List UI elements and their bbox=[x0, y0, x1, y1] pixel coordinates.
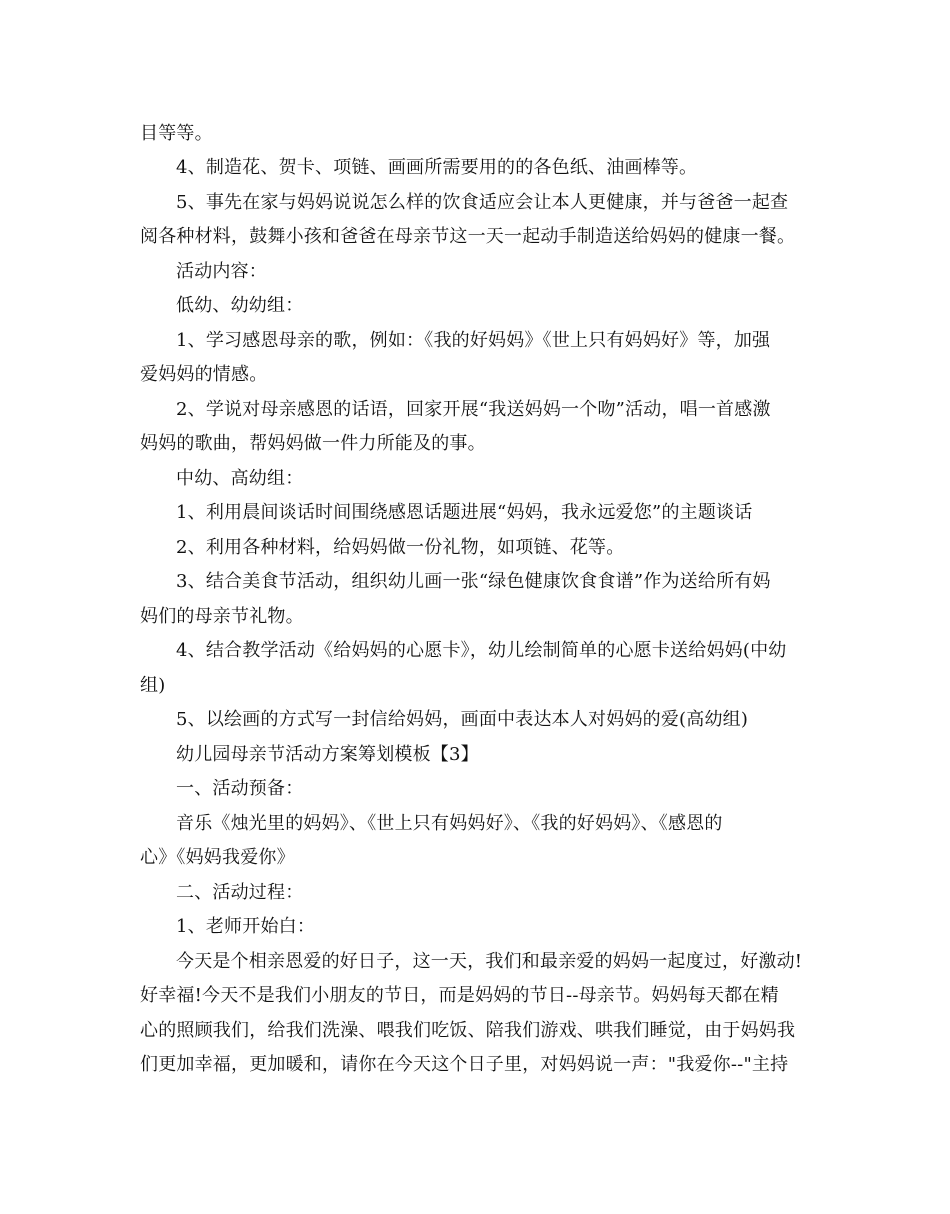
text-line: 音乐《烛光里的妈妈》、《世上只有妈妈好》、《我的好妈妈》、《感恩的 bbox=[176, 813, 723, 834]
section-heading: 一、活动预备： bbox=[176, 778, 304, 799]
text-line: 今天是个相亲恩爱的好日子，这一天，我们和最亲爱的妈妈一起度过，好激动! bbox=[176, 951, 803, 972]
section-heading: 中幼、高幼组： bbox=[176, 468, 304, 489]
text-line: 阅各种材料，鼓舞小孩和爸爸在母亲节这一天一起动手制造送给妈妈的健康一餐。 bbox=[140, 226, 796, 247]
section-heading: 活动内容： bbox=[176, 261, 267, 282]
text-line: 3、结合美食节活动，组织幼儿画一张“绿色健康饮食食谱”作为送给所有妈 bbox=[176, 571, 771, 592]
text-line: 妈们的母亲节礼物。 bbox=[140, 606, 304, 627]
text-line: 2、学说对母亲感恩的话语，回家开展“我送妈妈一个吻”活动，唱一首感激 bbox=[176, 399, 771, 420]
text-line: 5、以绘画的方式写一封信给妈妈，画面中表达本人对妈妈的爱(高幼组) bbox=[176, 709, 749, 730]
section-title: 幼儿园母亲节活动方案筹划模板【3】 bbox=[176, 744, 479, 765]
section-heading: 低幼、幼幼组： bbox=[176, 295, 304, 316]
text-line: 目等等。 bbox=[140, 123, 213, 144]
text-line: 爱妈妈的情感。 bbox=[140, 364, 268, 385]
text-line: 心的照顾我们，给我们洗澡、喂我们吃饭、陪我们游戏、哄我们睡觉，由于妈妈我 bbox=[140, 1020, 796, 1041]
text-line: 心》《妈妈我爱你》 bbox=[140, 847, 295, 868]
text-line: 组) bbox=[140, 675, 166, 696]
text-line: 4、结合教学活动《给妈妈的心愿卡》，幼儿绘制简单的心愿卡送给妈妈(中幼 bbox=[176, 640, 787, 661]
text-line: 5、事先在家与妈妈说说怎么样的饮食适应会让本人更健康，并与爸爸一起查 bbox=[176, 192, 789, 213]
text-line: 们更加幸福，更加暖和，请你在今天这个日子里，对妈妈说一声："我爱你--"主持 bbox=[140, 1054, 789, 1075]
section-heading: 二、活动过程： bbox=[176, 882, 304, 903]
section-heading: 1、老师开始白： bbox=[176, 916, 316, 937]
text-line: 2、利用各种材料，给妈妈做一份礼物，如项链、花等。 bbox=[176, 537, 625, 558]
text-line: 好幸福!今天不是我们小朋友的节日，而是妈妈的节日--母亲节。妈妈每天都在精 bbox=[140, 985, 779, 1006]
text-line: 妈妈的歌曲，帮妈妈做一件力所能及的事。 bbox=[140, 433, 486, 454]
text-line: 1、学习感恩母亲的歌，例如：《我的好妈妈》《世上只有妈妈好》等，加强 bbox=[176, 330, 771, 351]
text-line: 1、利用晨间谈话时间围绕感恩话题进展“妈妈，我永远爱您”的主题谈话 bbox=[176, 502, 753, 523]
text-line: 4、制造花、贺卡、项链、画画所需要用的的各色纸、油画棒等。 bbox=[176, 157, 698, 178]
